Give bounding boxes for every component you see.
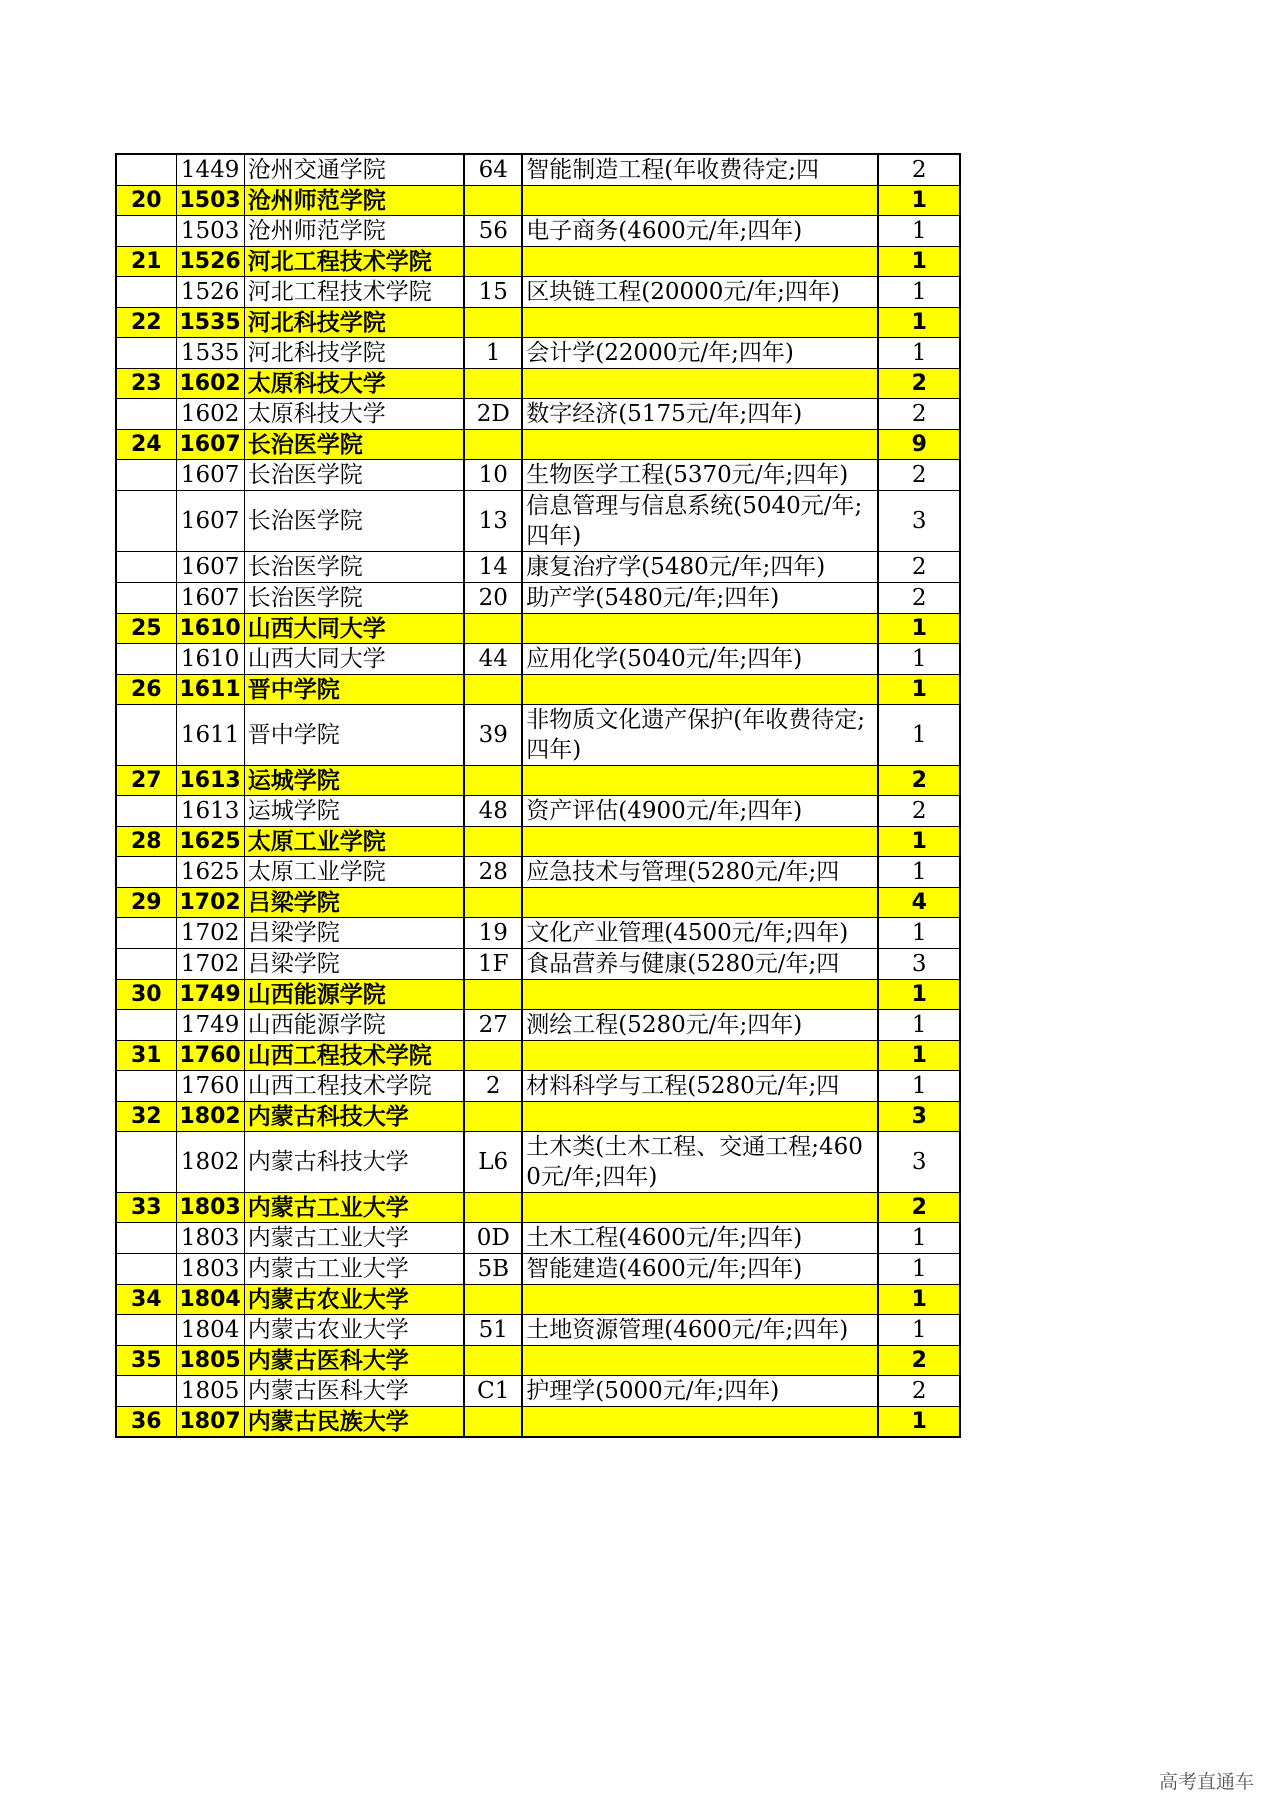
major-row <box>116 857 960 888</box>
row-number-cell: 33 <box>116 1193 176 1223</box>
school-header-row <box>116 888 960 918</box>
major-row <box>116 277 960 308</box>
school-name-cell: 山西能源学院 <box>244 980 464 1010</box>
major-code-cell <box>464 1285 522 1315</box>
major-code-cell: 39 <box>464 705 522 766</box>
row-number-cell <box>116 399 176 430</box>
school-code-cell: 1760 <box>176 1071 244 1102</box>
plan-count-cell: 3 <box>878 1102 960 1132</box>
major-code-cell <box>464 369 522 399</box>
school-code-cell: 1607 <box>176 460 244 491</box>
school-code-cell: 1625 <box>176 827 244 857</box>
major-code-cell: 13 <box>464 491 522 552</box>
major-code-cell: 2 <box>464 1071 522 1102</box>
major-code-cell: 44 <box>464 644 522 675</box>
plan-count-cell: 1 <box>878 614 960 644</box>
school-header-row <box>116 1346 960 1376</box>
row-number-cell <box>116 491 176 552</box>
row-number-cell: 32 <box>116 1102 176 1132</box>
row-number-cell: 28 <box>116 827 176 857</box>
plan-count-cell: 3 <box>878 1132 960 1193</box>
major-name-cell: 数字经济(5175元/年;四年) <box>522 399 878 430</box>
major-code-cell <box>464 614 522 644</box>
school-code-cell: 1610 <box>176 644 244 675</box>
school-name-cell: 长治医学院 <box>244 460 464 491</box>
major-code-cell <box>464 675 522 705</box>
school-name-cell: 沧州师范学院 <box>244 216 464 247</box>
school-code-cell: 1611 <box>176 675 244 705</box>
plan-count-cell: 2 <box>878 552 960 583</box>
major-code-cell <box>464 1102 522 1132</box>
plan-count-cell: 2 <box>878 460 960 491</box>
major-row <box>116 705 960 766</box>
row-number-cell <box>116 918 176 949</box>
plan-count-cell: 1 <box>878 1315 960 1346</box>
school-code-cell: 1803 <box>176 1223 244 1254</box>
major-name-cell: 护理学(5000元/年;四年) <box>522 1376 878 1407</box>
plan-count-cell: 1 <box>878 216 960 247</box>
plan-count-cell: 1 <box>878 338 960 369</box>
major-row <box>116 796 960 827</box>
school-code-cell: 1749 <box>176 980 244 1010</box>
plan-count-cell: 1 <box>878 1223 960 1254</box>
school-code-cell: 1805 <box>176 1346 244 1376</box>
major-name-cell <box>522 247 878 277</box>
plan-count-cell: 1 <box>878 918 960 949</box>
school-code-cell: 1702 <box>176 888 244 918</box>
plan-count-cell: 1 <box>878 857 960 888</box>
plan-count-cell: 1 <box>878 1010 960 1041</box>
row-number-cell <box>116 705 176 766</box>
row-number-cell <box>116 1223 176 1254</box>
major-name-cell: 非物质文化遗产保护(年收费待定;四年) <box>522 705 878 766</box>
major-code-cell: 5B <box>464 1254 522 1285</box>
major-code-cell <box>464 1193 522 1223</box>
row-number-cell <box>116 154 176 186</box>
school-code-cell: 1535 <box>176 338 244 369</box>
major-row <box>116 1254 960 1285</box>
major-row <box>116 644 960 675</box>
school-name-cell: 吕梁学院 <box>244 949 464 980</box>
school-code-cell: 1802 <box>176 1102 244 1132</box>
school-name-cell: 山西能源学院 <box>244 1010 464 1041</box>
major-name-cell <box>522 827 878 857</box>
school-code-cell: 1702 <box>176 949 244 980</box>
plan-count-cell: 3 <box>878 491 960 552</box>
school-name-cell: 内蒙古工业大学 <box>244 1223 464 1254</box>
plan-count-cell: 2 <box>878 1376 960 1407</box>
school-code-cell: 1749 <box>176 1010 244 1041</box>
row-number-cell <box>116 338 176 369</box>
major-name-cell <box>522 1041 878 1071</box>
major-row <box>116 583 960 614</box>
school-name-cell: 内蒙古农业大学 <box>244 1315 464 1346</box>
row-number-cell: 31 <box>116 1041 176 1071</box>
school-header-row <box>116 827 960 857</box>
plan-count-cell: 1 <box>878 277 960 308</box>
school-header-row <box>116 369 960 399</box>
plan-count-cell: 1 <box>878 1407 960 1438</box>
major-name-cell <box>522 186 878 216</box>
row-number-cell <box>116 216 176 247</box>
school-name-cell: 太原科技大学 <box>244 369 464 399</box>
school-header-row <box>116 430 960 460</box>
school-name-cell: 长治医学院 <box>244 583 464 614</box>
school-code-cell: 1607 <box>176 552 244 583</box>
major-code-cell <box>464 980 522 1010</box>
major-name-cell <box>522 888 878 918</box>
major-name-cell: 测绘工程(5280元/年;四年) <box>522 1010 878 1041</box>
school-header-row <box>116 980 960 1010</box>
school-header-row <box>116 614 960 644</box>
major-row <box>116 460 960 491</box>
major-row <box>116 552 960 583</box>
major-name-cell: 智能制造工程(年收费待定;四 <box>522 154 878 186</box>
major-name-cell: 生物医学工程(5370元/年;四年) <box>522 460 878 491</box>
school-header-row <box>116 1407 960 1438</box>
school-code-cell: 1535 <box>176 308 244 338</box>
major-name-cell <box>522 675 878 705</box>
major-name-cell: 材料科学与工程(5280元/年;四 <box>522 1071 878 1102</box>
plan-count-cell: 1 <box>878 675 960 705</box>
row-number-cell: 27 <box>116 766 176 796</box>
major-row <box>116 1071 960 1102</box>
major-name-cell <box>522 1102 878 1132</box>
school-code-cell: 1610 <box>176 614 244 644</box>
plan-count-cell: 2 <box>878 766 960 796</box>
school-code-cell: 1804 <box>176 1285 244 1315</box>
major-code-cell: 48 <box>464 796 522 827</box>
major-code-cell: 27 <box>464 1010 522 1041</box>
row-number-cell <box>116 460 176 491</box>
row-number-cell: 29 <box>116 888 176 918</box>
row-number-cell <box>116 1254 176 1285</box>
row-number-cell: 34 <box>116 1285 176 1315</box>
school-name-cell: 晋中学院 <box>244 705 464 766</box>
school-header-row <box>116 1193 960 1223</box>
row-number-cell: 25 <box>116 614 176 644</box>
school-name-cell: 运城学院 <box>244 796 464 827</box>
row-number-cell <box>116 1071 176 1102</box>
row-number-cell <box>116 552 176 583</box>
plan-count-cell: 1 <box>878 1285 960 1315</box>
school-name-cell: 长治医学院 <box>244 430 464 460</box>
major-code-cell <box>464 888 522 918</box>
plan-count-cell: 2 <box>878 154 960 186</box>
school-name-cell: 运城学院 <box>244 766 464 796</box>
school-name-cell: 内蒙古工业大学 <box>244 1193 464 1223</box>
major-name-cell: 会计学(22000元/年;四年) <box>522 338 878 369</box>
school-name-cell: 长治医学院 <box>244 491 464 552</box>
plan-count-cell: 1 <box>878 186 960 216</box>
major-row <box>116 399 960 430</box>
school-name-cell: 山西工程技术学院 <box>244 1041 464 1071</box>
major-name-cell <box>522 980 878 1010</box>
plan-count-cell: 1 <box>878 1254 960 1285</box>
school-name-cell: 长治医学院 <box>244 552 464 583</box>
school-name-cell: 内蒙古科技大学 <box>244 1132 464 1193</box>
major-name-cell: 土木工程(4600元/年;四年) <box>522 1223 878 1254</box>
major-name-cell <box>522 614 878 644</box>
plan-count-cell: 1 <box>878 644 960 675</box>
major-code-cell: C1 <box>464 1376 522 1407</box>
major-row <box>116 338 960 369</box>
row-number-cell: 20 <box>116 186 176 216</box>
school-header-row <box>116 1285 960 1315</box>
major-name-cell: 文化产业管理(4500元/年;四年) <box>522 918 878 949</box>
plan-count-cell: 1 <box>878 827 960 857</box>
major-code-cell: 14 <box>464 552 522 583</box>
major-name-cell <box>522 430 878 460</box>
major-code-cell <box>464 827 522 857</box>
plan-count-cell: 2 <box>878 369 960 399</box>
row-number-cell: 22 <box>116 308 176 338</box>
row-number-cell <box>116 1132 176 1193</box>
plan-count-cell: 2 <box>878 583 960 614</box>
school-header-row <box>116 1041 960 1071</box>
school-name-cell: 河北工程技术学院 <box>244 247 464 277</box>
school-name-cell: 内蒙古科技大学 <box>244 1102 464 1132</box>
school-name-cell: 内蒙古民族大学 <box>244 1407 464 1438</box>
school-name-cell: 山西工程技术学院 <box>244 1071 464 1102</box>
major-name-cell <box>522 1193 878 1223</box>
major-name-cell <box>522 766 878 796</box>
major-name-cell: 土木类(土木工程、交通工程;4600元/年;四年) <box>522 1132 878 1193</box>
school-name-cell: 内蒙古工业大学 <box>244 1254 464 1285</box>
major-code-cell <box>464 247 522 277</box>
major-row <box>116 491 960 552</box>
school-name-cell: 吕梁学院 <box>244 888 464 918</box>
major-code-cell <box>464 186 522 216</box>
major-row <box>116 1376 960 1407</box>
row-number-cell: 36 <box>116 1407 176 1438</box>
school-name-cell: 太原工业学院 <box>244 857 464 888</box>
school-name-cell: 河北科技学院 <box>244 308 464 338</box>
major-name-cell: 康复治疗学(5480元/年;四年) <box>522 552 878 583</box>
plan-count-cell: 1 <box>878 705 960 766</box>
plan-count-cell: 2 <box>878 399 960 430</box>
row-number-cell <box>116 1376 176 1407</box>
school-code-cell: 1613 <box>176 766 244 796</box>
school-name-cell: 太原工业学院 <box>244 827 464 857</box>
school-header-row <box>116 1102 960 1132</box>
plan-count-cell: 2 <box>878 1193 960 1223</box>
major-code-cell: 20 <box>464 583 522 614</box>
school-name-cell: 山西大同大学 <box>244 644 464 675</box>
major-name-cell <box>522 308 878 338</box>
row-number-cell <box>116 949 176 980</box>
major-name-cell: 应急技术与管理(5280元/年;四 <box>522 857 878 888</box>
row-number-cell <box>116 796 176 827</box>
school-code-cell: 1803 <box>176 1193 244 1223</box>
major-row <box>116 918 960 949</box>
major-name-cell: 资产评估(4900元/年;四年) <box>522 796 878 827</box>
major-code-cell <box>464 1346 522 1376</box>
major-row <box>116 216 960 247</box>
major-code-cell: L6 <box>464 1132 522 1193</box>
row-number-cell: 23 <box>116 369 176 399</box>
school-code-cell: 1613 <box>176 796 244 827</box>
school-name-cell: 吕梁学院 <box>244 918 464 949</box>
major-name-cell <box>522 1285 878 1315</box>
row-number-cell: 30 <box>116 980 176 1010</box>
plan-count-cell: 9 <box>878 430 960 460</box>
school-code-cell: 1503 <box>176 186 244 216</box>
watermark: 高考直通车 <box>1158 1771 1254 1793</box>
major-code-cell: 1F <box>464 949 522 980</box>
school-name-cell: 沧州师范学院 <box>244 186 464 216</box>
plan-count-cell: 3 <box>878 949 960 980</box>
major-name-cell: 食品营养与健康(5280元/年;四 <box>522 949 878 980</box>
major-code-cell: 10 <box>464 460 522 491</box>
school-code-cell: 1607 <box>176 430 244 460</box>
school-name-cell: 河北工程技术学院 <box>244 277 464 308</box>
major-code-cell <box>464 766 522 796</box>
school-code-cell: 1702 <box>176 918 244 949</box>
plan-count-cell: 4 <box>878 888 960 918</box>
school-header-row <box>116 766 960 796</box>
row-number-cell <box>116 644 176 675</box>
row-number-cell <box>116 857 176 888</box>
school-code-cell: 1611 <box>176 705 244 766</box>
major-row <box>116 1315 960 1346</box>
school-code-cell: 1602 <box>176 399 244 430</box>
plan-count-cell: 1 <box>878 247 960 277</box>
row-number-cell: 24 <box>116 430 176 460</box>
major-code-cell: 1 <box>464 338 522 369</box>
school-name-cell: 内蒙古医科大学 <box>244 1346 464 1376</box>
school-code-cell: 1503 <box>176 216 244 247</box>
major-code-cell: 15 <box>464 277 522 308</box>
school-code-cell: 1607 <box>176 583 244 614</box>
school-code-cell: 1607 <box>176 491 244 552</box>
major-code-cell <box>464 308 522 338</box>
row-number-cell <box>116 1010 176 1041</box>
major-row <box>116 949 960 980</box>
school-header-row <box>116 308 960 338</box>
major-code-cell: 0D <box>464 1223 522 1254</box>
major-row <box>116 154 960 186</box>
school-code-cell: 1804 <box>176 1315 244 1346</box>
major-row <box>116 1132 960 1193</box>
major-name-cell: 应用化学(5040元/年;四年) <box>522 644 878 675</box>
major-name-cell: 土地资源管理(4600元/年;四年) <box>522 1315 878 1346</box>
major-code-cell <box>464 430 522 460</box>
school-name-cell: 河北科技学院 <box>244 338 464 369</box>
major-code-cell: 51 <box>464 1315 522 1346</box>
school-code-cell: 1449 <box>176 154 244 186</box>
row-number-cell: 26 <box>116 675 176 705</box>
row-number-cell <box>116 1315 176 1346</box>
plan-count-cell: 1 <box>878 980 960 1010</box>
major-name-cell: 信息管理与信息系统(5040元/年;四年) <box>522 491 878 552</box>
major-code-cell: 64 <box>464 154 522 186</box>
school-name-cell: 晋中学院 <box>244 675 464 705</box>
enrollment-table <box>115 153 961 1438</box>
major-name-cell <box>522 369 878 399</box>
school-code-cell: 1805 <box>176 1376 244 1407</box>
table-body <box>116 154 960 1437</box>
plan-count-cell: 2 <box>878 796 960 827</box>
row-number-cell: 21 <box>116 247 176 277</box>
major-code-cell: 2D <box>464 399 522 430</box>
row-number-cell: 35 <box>116 1346 176 1376</box>
school-header-row <box>116 186 960 216</box>
school-header-row <box>116 675 960 705</box>
school-name-cell: 沧州交通学院 <box>244 154 464 186</box>
major-code-cell <box>464 1407 522 1438</box>
school-name-cell: 山西大同大学 <box>244 614 464 644</box>
row-number-cell <box>116 583 176 614</box>
row-number-cell <box>116 277 176 308</box>
school-code-cell: 1625 <box>176 857 244 888</box>
school-name-cell: 内蒙古医科大学 <box>244 1376 464 1407</box>
plan-count-cell: 1 <box>878 1071 960 1102</box>
plan-count-cell: 2 <box>878 1346 960 1376</box>
major-row <box>116 1223 960 1254</box>
major-name-cell: 区块链工程(20000元/年;四年) <box>522 277 878 308</box>
school-header-row <box>116 247 960 277</box>
plan-count-cell: 1 <box>878 308 960 338</box>
school-code-cell: 1803 <box>176 1254 244 1285</box>
major-row <box>116 1010 960 1041</box>
school-code-cell: 1526 <box>176 247 244 277</box>
school-code-cell: 1807 <box>176 1407 244 1438</box>
school-code-cell: 1602 <box>176 369 244 399</box>
major-code-cell: 19 <box>464 918 522 949</box>
major-code-cell: 28 <box>464 857 522 888</box>
plan-count-cell: 1 <box>878 1041 960 1071</box>
school-name-cell: 内蒙古农业大学 <box>244 1285 464 1315</box>
major-name-cell <box>522 1346 878 1376</box>
school-name-cell: 太原科技大学 <box>244 399 464 430</box>
major-name-cell: 电子商务(4600元/年;四年) <box>522 216 878 247</box>
major-code-cell <box>464 1041 522 1071</box>
major-name-cell <box>522 1407 878 1438</box>
school-code-cell: 1802 <box>176 1132 244 1193</box>
major-name-cell: 智能建造(4600元/年;四年) <box>522 1254 878 1285</box>
major-name-cell: 助产学(5480元/年;四年) <box>522 583 878 614</box>
school-code-cell: 1760 <box>176 1041 244 1071</box>
major-code-cell: 56 <box>464 216 522 247</box>
school-code-cell: 1526 <box>176 277 244 308</box>
